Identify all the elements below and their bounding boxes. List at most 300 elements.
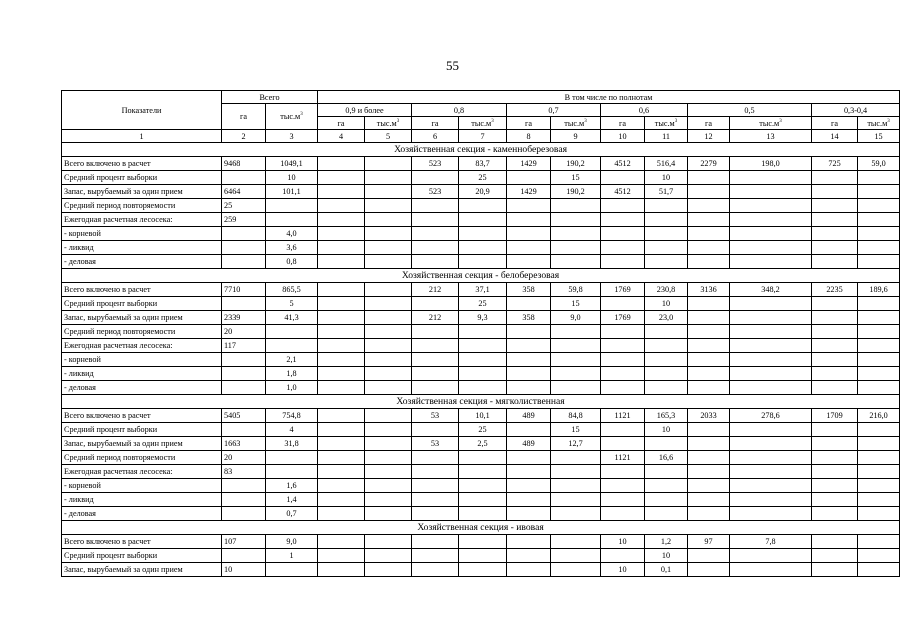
table-cell bbox=[601, 325, 645, 339]
table-cell bbox=[412, 241, 459, 255]
table-cell bbox=[365, 255, 412, 269]
table-cell bbox=[365, 199, 412, 213]
table-cell bbox=[601, 297, 645, 311]
table-cell bbox=[812, 549, 858, 563]
table-cell: 190,2 bbox=[551, 185, 601, 199]
table-cell: 31,8 bbox=[266, 437, 318, 451]
header-unit-vol: $тыс.м^3$ bbox=[551, 117, 601, 130]
table-cell bbox=[601, 423, 645, 437]
page-number: 55 bbox=[446, 58, 459, 73]
table-cell: 6464 bbox=[222, 185, 266, 199]
header-total-ha: га bbox=[222, 104, 266, 130]
table-row bbox=[62, 339, 900, 353]
table-cell bbox=[551, 367, 601, 381]
table-cell bbox=[318, 255, 365, 269]
table-cell bbox=[812, 451, 858, 465]
table-cell bbox=[507, 465, 551, 479]
table-cell bbox=[365, 437, 412, 451]
table-cell bbox=[412, 563, 459, 577]
table-cell bbox=[812, 199, 858, 213]
table-cell: 0,1 bbox=[645, 563, 688, 577]
table-cell bbox=[222, 241, 266, 255]
table-cell: 1,4 bbox=[266, 493, 318, 507]
table-cell bbox=[318, 563, 365, 577]
table-cell bbox=[730, 185, 812, 199]
table-cell bbox=[645, 227, 688, 241]
table-cell: 348,2 bbox=[730, 283, 812, 297]
table-cell bbox=[551, 563, 601, 577]
table-cell: 4512 bbox=[601, 185, 645, 199]
table-cell bbox=[459, 367, 507, 381]
table-cell bbox=[730, 353, 812, 367]
table-cell bbox=[730, 199, 812, 213]
table-cell bbox=[812, 171, 858, 185]
table-cell bbox=[507, 563, 551, 577]
table-cell: 15 bbox=[551, 297, 601, 311]
table-cell bbox=[365, 171, 412, 185]
table-cell bbox=[730, 437, 812, 451]
table-cell bbox=[507, 255, 551, 269]
table-cell bbox=[365, 213, 412, 227]
table-cell bbox=[365, 283, 412, 297]
table-cell bbox=[459, 451, 507, 465]
table-cell bbox=[365, 157, 412, 171]
table-cell bbox=[601, 213, 645, 227]
column-number: 13 bbox=[730, 130, 812, 143]
header-density: 0,5 bbox=[688, 104, 812, 117]
table-cell: 23,0 bbox=[645, 311, 688, 325]
column-number: 2 bbox=[222, 130, 266, 143]
table-cell bbox=[645, 199, 688, 213]
table-cell bbox=[551, 339, 601, 353]
row-label: Средний процент выборки bbox=[62, 171, 222, 185]
column-number: 12 bbox=[688, 130, 730, 143]
table-cell bbox=[688, 199, 730, 213]
table-cell: 117 bbox=[222, 339, 266, 353]
table-cell bbox=[318, 353, 365, 367]
row-label: Запас, вырубаемый за один прием bbox=[62, 437, 222, 451]
table-cell bbox=[645, 493, 688, 507]
table-cell: 2,5 bbox=[459, 437, 507, 451]
table-cell bbox=[688, 465, 730, 479]
table-cell bbox=[318, 339, 365, 353]
header-unit-ha: га bbox=[507, 117, 551, 130]
table-cell bbox=[730, 325, 812, 339]
table-cell bbox=[507, 479, 551, 493]
table-cell bbox=[365, 381, 412, 395]
header-unit-ha: га bbox=[812, 117, 858, 130]
table-cell bbox=[222, 549, 266, 563]
table-cell: 489 bbox=[507, 437, 551, 451]
table-cell: 7,8 bbox=[730, 535, 812, 549]
table-cell bbox=[365, 325, 412, 339]
table-cell: 4 bbox=[266, 423, 318, 437]
table-cell bbox=[730, 339, 812, 353]
table-cell bbox=[688, 325, 730, 339]
table-cell bbox=[365, 311, 412, 325]
table-cell: 10 bbox=[645, 297, 688, 311]
header-density: 0,8 bbox=[412, 104, 507, 117]
header-unit-vol: $тыс.м^3$ bbox=[858, 117, 900, 130]
row-label: Средний процент выборки bbox=[62, 423, 222, 437]
table-cell bbox=[688, 493, 730, 507]
table-row bbox=[62, 507, 900, 521]
table-cell bbox=[601, 479, 645, 493]
table-cell: 1,8 bbox=[266, 367, 318, 381]
column-number: 4 bbox=[318, 130, 365, 143]
table-cell bbox=[812, 185, 858, 199]
table-cell bbox=[601, 493, 645, 507]
table-cell bbox=[507, 549, 551, 563]
table-cell bbox=[688, 479, 730, 493]
table-cell bbox=[412, 535, 459, 549]
table-cell bbox=[688, 367, 730, 381]
table-cell: 1769 bbox=[601, 311, 645, 325]
table-cell: 0,8 bbox=[266, 255, 318, 269]
table-cell bbox=[812, 381, 858, 395]
table-cell bbox=[222, 507, 266, 521]
column-number: 7 bbox=[459, 130, 507, 143]
table-row bbox=[62, 325, 900, 339]
row-label: Запас, вырубаемый за один прием bbox=[62, 311, 222, 325]
table-row bbox=[62, 451, 900, 465]
header-density: 0,9 и более bbox=[318, 104, 412, 117]
table-cell bbox=[730, 367, 812, 381]
table-cell bbox=[222, 171, 266, 185]
table-cell: 12,7 bbox=[551, 437, 601, 451]
table-cell bbox=[365, 241, 412, 255]
table-cell bbox=[645, 241, 688, 255]
table-cell: 53 bbox=[412, 437, 459, 451]
table-cell bbox=[858, 423, 900, 437]
table-cell bbox=[858, 367, 900, 381]
table-cell: 10 bbox=[601, 535, 645, 549]
table-cell bbox=[858, 241, 900, 255]
table-cell: 5405 bbox=[222, 409, 266, 423]
table-cell bbox=[412, 325, 459, 339]
table-cell bbox=[812, 311, 858, 325]
table-cell bbox=[812, 479, 858, 493]
table-cell bbox=[858, 549, 900, 563]
table-cell bbox=[412, 381, 459, 395]
table-cell bbox=[812, 507, 858, 521]
table-cell: 754,8 bbox=[266, 409, 318, 423]
column-number: 9 bbox=[551, 130, 601, 143]
table-cell bbox=[412, 171, 459, 185]
table-cell bbox=[459, 339, 507, 353]
header-density: 0,7 bbox=[507, 104, 601, 117]
table-cell bbox=[688, 311, 730, 325]
row-label: - корневой bbox=[62, 479, 222, 493]
table-cell bbox=[812, 563, 858, 577]
table-row bbox=[62, 255, 900, 269]
row-label: Всего включено в расчет bbox=[62, 157, 222, 171]
table-cell bbox=[318, 367, 365, 381]
table-cell bbox=[858, 493, 900, 507]
row-label: - ликвид bbox=[62, 367, 222, 381]
section-title: Хозяйственная секция - мягколиственная bbox=[62, 395, 900, 409]
table-cell bbox=[730, 297, 812, 311]
table-cell bbox=[551, 381, 601, 395]
table-cell bbox=[507, 199, 551, 213]
table-cell bbox=[507, 535, 551, 549]
table-cell bbox=[459, 255, 507, 269]
table-cell bbox=[459, 493, 507, 507]
table-cell bbox=[318, 297, 365, 311]
table-row bbox=[62, 241, 900, 255]
header-density: 0,3-0,4 bbox=[812, 104, 900, 117]
table-cell bbox=[858, 437, 900, 451]
table-cell bbox=[507, 339, 551, 353]
table-cell bbox=[222, 381, 266, 395]
header-unit-ha: га bbox=[601, 117, 645, 130]
column-number: 1 bbox=[62, 130, 222, 143]
table-cell: 9,0 bbox=[551, 311, 601, 325]
table-cell bbox=[318, 535, 365, 549]
forest-table bbox=[61, 90, 900, 577]
table-cell bbox=[551, 549, 601, 563]
table-cell: 10 bbox=[266, 171, 318, 185]
table-cell bbox=[507, 493, 551, 507]
table-cell bbox=[688, 507, 730, 521]
table-cell bbox=[858, 507, 900, 521]
table-cell bbox=[551, 255, 601, 269]
table-cell bbox=[645, 437, 688, 451]
table-cell: 83 bbox=[222, 465, 266, 479]
table-cell bbox=[645, 479, 688, 493]
table-cell: 41,3 bbox=[266, 311, 318, 325]
table-cell bbox=[551, 493, 601, 507]
table-cell bbox=[551, 535, 601, 549]
table-cell bbox=[459, 381, 507, 395]
table-cell bbox=[551, 227, 601, 241]
table-cell bbox=[858, 339, 900, 353]
header-density: 0,6 bbox=[601, 104, 688, 117]
table-cell bbox=[412, 465, 459, 479]
row-label: Всего включено в расчет bbox=[62, 409, 222, 423]
table-cell bbox=[318, 171, 365, 185]
row-label: Запас, вырубаемый за один прием bbox=[62, 563, 222, 577]
table-cell bbox=[365, 451, 412, 465]
table-cell bbox=[645, 353, 688, 367]
table-cell bbox=[601, 367, 645, 381]
table-cell bbox=[318, 549, 365, 563]
table-row bbox=[62, 409, 900, 423]
table-cell bbox=[318, 465, 365, 479]
table-cell: 25 bbox=[459, 171, 507, 185]
header-unit-ha: га bbox=[412, 117, 459, 130]
table-cell: 15 bbox=[551, 171, 601, 185]
table-cell bbox=[688, 171, 730, 185]
column-number: 14 bbox=[812, 130, 858, 143]
table-cell bbox=[858, 563, 900, 577]
table-row bbox=[62, 465, 900, 479]
table-cell: 16,6 bbox=[645, 451, 688, 465]
table-cell bbox=[365, 339, 412, 353]
table-cell bbox=[459, 213, 507, 227]
table-cell bbox=[266, 465, 318, 479]
table-cell: 4512 bbox=[601, 157, 645, 171]
table-cell: 20 bbox=[222, 325, 266, 339]
table-cell bbox=[365, 353, 412, 367]
table-cell bbox=[730, 493, 812, 507]
table-cell bbox=[459, 465, 507, 479]
table-cell bbox=[365, 367, 412, 381]
table-cell bbox=[222, 227, 266, 241]
table-cell bbox=[459, 479, 507, 493]
table-cell bbox=[812, 241, 858, 255]
table-cell: 53 bbox=[412, 409, 459, 423]
column-number: 6 bbox=[412, 130, 459, 143]
row-label: - корневой bbox=[62, 227, 222, 241]
table-cell bbox=[459, 563, 507, 577]
table-cell bbox=[318, 423, 365, 437]
table-cell bbox=[688, 185, 730, 199]
row-label: Ежегодная расчетная лесосека: bbox=[62, 339, 222, 353]
table-cell bbox=[730, 213, 812, 227]
table-cell: 259 bbox=[222, 213, 266, 227]
table-row bbox=[62, 353, 900, 367]
table-header bbox=[62, 91, 900, 143]
table-cell bbox=[858, 185, 900, 199]
table-cell bbox=[459, 507, 507, 521]
table-cell bbox=[645, 339, 688, 353]
table-cell bbox=[318, 507, 365, 521]
table-cell bbox=[266, 339, 318, 353]
table-cell bbox=[812, 423, 858, 437]
table-cell bbox=[601, 255, 645, 269]
table-cell: 516,4 bbox=[645, 157, 688, 171]
table-cell bbox=[266, 451, 318, 465]
table-cell bbox=[688, 213, 730, 227]
table-cell: 59,8 bbox=[551, 283, 601, 297]
row-label: - корневой bbox=[62, 353, 222, 367]
table-cell bbox=[318, 381, 365, 395]
table-cell bbox=[858, 353, 900, 367]
table-cell bbox=[507, 367, 551, 381]
table-cell bbox=[645, 367, 688, 381]
header-unit-vol: $тыс.м^3$ bbox=[730, 117, 812, 130]
table-cell: 9,3 bbox=[459, 311, 507, 325]
table-cell bbox=[601, 507, 645, 521]
table-cell bbox=[688, 437, 730, 451]
table-cell bbox=[222, 493, 266, 507]
table-cell: 37,1 bbox=[459, 283, 507, 297]
table-cell bbox=[412, 353, 459, 367]
table-cell bbox=[601, 339, 645, 353]
table-cell bbox=[858, 381, 900, 395]
table-cell bbox=[730, 549, 812, 563]
table-cell bbox=[601, 437, 645, 451]
table-cell: 1,6 bbox=[266, 479, 318, 493]
table-cell bbox=[858, 171, 900, 185]
table-cell: 489 bbox=[507, 409, 551, 423]
column-number: 15 bbox=[858, 130, 900, 143]
table-cell: 1429 bbox=[507, 157, 551, 171]
table-cell bbox=[688, 227, 730, 241]
table-cell bbox=[222, 479, 266, 493]
table-cell: 5 bbox=[266, 297, 318, 311]
table-cell bbox=[318, 185, 365, 199]
table-cell: 10 bbox=[645, 423, 688, 437]
table-cell bbox=[412, 423, 459, 437]
column-number: 11 bbox=[645, 130, 688, 143]
table-cell bbox=[551, 325, 601, 339]
column-number: 10 bbox=[601, 130, 645, 143]
table-cell bbox=[551, 451, 601, 465]
table-cell: 15 bbox=[551, 423, 601, 437]
table-cell: 523 bbox=[412, 157, 459, 171]
table-cell bbox=[507, 297, 551, 311]
table-cell: 1769 bbox=[601, 283, 645, 297]
table-cell bbox=[858, 227, 900, 241]
row-label: - деловая bbox=[62, 381, 222, 395]
table-cell bbox=[551, 353, 601, 367]
table-cell bbox=[412, 297, 459, 311]
row-label: - деловая bbox=[62, 255, 222, 269]
table-cell: 9468 bbox=[222, 157, 266, 171]
table-cell bbox=[730, 451, 812, 465]
header-unit-vol: $тыс.м^3$ bbox=[365, 117, 412, 130]
table-cell: 83,7 bbox=[459, 157, 507, 171]
table-cell: 20,9 bbox=[459, 185, 507, 199]
table-cell bbox=[601, 381, 645, 395]
table-cell bbox=[459, 325, 507, 339]
table-cell bbox=[858, 465, 900, 479]
table-cell bbox=[812, 367, 858, 381]
row-label: - ликвид bbox=[62, 241, 222, 255]
table-cell bbox=[812, 437, 858, 451]
table-cell: 25 bbox=[222, 199, 266, 213]
table-cell bbox=[412, 549, 459, 563]
table-cell: 358 bbox=[507, 283, 551, 297]
table-row bbox=[62, 381, 900, 395]
table-cell: 10 bbox=[645, 171, 688, 185]
table-cell bbox=[730, 381, 812, 395]
table-cell: 97 bbox=[688, 535, 730, 549]
table-cell bbox=[858, 311, 900, 325]
table-cell: 9,0 bbox=[266, 535, 318, 549]
table-cell bbox=[459, 353, 507, 367]
table-row bbox=[62, 437, 900, 451]
table-cell bbox=[365, 185, 412, 199]
table-cell bbox=[645, 381, 688, 395]
row-label: Ежегодная расчетная лесосека: bbox=[62, 465, 222, 479]
header-unit-ha: га bbox=[318, 117, 365, 130]
table-cell bbox=[858, 451, 900, 465]
table-cell bbox=[412, 479, 459, 493]
table-cell: 3136 bbox=[688, 283, 730, 297]
table-row bbox=[62, 185, 900, 199]
row-label: Средний процент выборки bbox=[62, 297, 222, 311]
table-cell bbox=[365, 535, 412, 549]
table-cell bbox=[730, 465, 812, 479]
table-cell: 165,3 bbox=[645, 409, 688, 423]
table-cell: 107 bbox=[222, 535, 266, 549]
table-cell bbox=[318, 409, 365, 423]
table-cell: 10,1 bbox=[459, 409, 507, 423]
table-cell: 59,0 bbox=[858, 157, 900, 171]
section-title: Хозяйственная секция - ивовая bbox=[62, 521, 900, 535]
column-number: 5 bbox=[365, 130, 412, 143]
header-indicator: Показатели bbox=[62, 91, 222, 130]
table-cell: 1121 bbox=[601, 409, 645, 423]
table-cell bbox=[730, 311, 812, 325]
table-cell bbox=[645, 255, 688, 269]
table-cell bbox=[688, 297, 730, 311]
table-cell: 212 bbox=[412, 311, 459, 325]
table-row bbox=[62, 171, 900, 185]
